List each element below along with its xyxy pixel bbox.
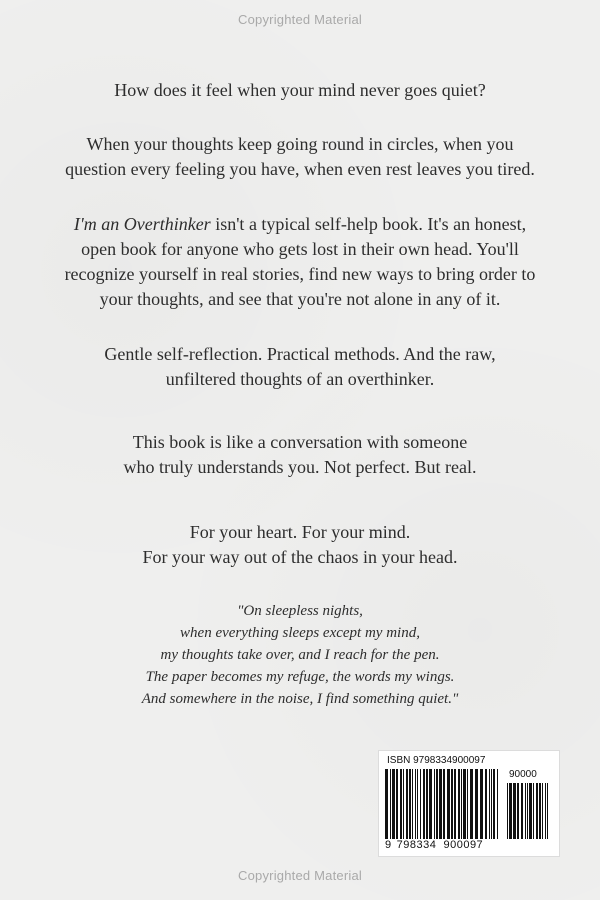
text-line bbox=[60, 212, 540, 237]
blurb-paragraph-6 bbox=[60, 520, 540, 570]
text-line: recognize yourself in real stories, find new ways to bring order to bbox=[64, 264, 536, 284]
quote-line: when everything sleeps except my mind, bbox=[180, 625, 420, 641]
digit-group-1: 798334 bbox=[396, 839, 437, 851]
text-line: How does it feel when your mind never goes quiet? bbox=[114, 80, 486, 100]
barcode-digits bbox=[385, 839, 483, 851]
quote-line: And somewhere in the noise, I find something quiet." bbox=[141, 691, 459, 707]
book-title-italic: I'm an Overthinker bbox=[73, 214, 211, 234]
addon-barcode-bars-icon bbox=[507, 783, 551, 839]
quote-line: my thoughts take over, and I reach for the pen. bbox=[160, 647, 440, 663]
text-line: Gentle self-reflection. Practical methods. And the raw, bbox=[104, 344, 496, 364]
price-code: 90000 bbox=[509, 769, 537, 780]
blurb-paragraph-4 bbox=[60, 342, 540, 392]
author-quote bbox=[60, 600, 540, 710]
quote-line: "On sleepless nights, bbox=[237, 603, 363, 619]
blurb-paragraph-3 bbox=[60, 212, 540, 312]
text-fragment: isn't a typical self-help book. It's an honest, bbox=[210, 214, 527, 234]
digit-group-2: 900097 bbox=[443, 839, 484, 851]
quote-line: The paper becomes my refuge, the words my wings. bbox=[145, 669, 455, 685]
blurb-paragraph-2 bbox=[60, 132, 540, 182]
blurb-paragraph-1 bbox=[60, 78, 540, 103]
isbn-barcode bbox=[378, 750, 560, 857]
text-line: your thoughts, and see that you're not alone in any of it. bbox=[99, 289, 501, 309]
text-line: who truly understands you. Not perfect. But real. bbox=[123, 457, 477, 477]
text-line: When your thoughts keep going round in circles, when you bbox=[86, 134, 514, 154]
text-line: question every feeling you have, when even rest leaves you tired. bbox=[65, 159, 535, 179]
text-line: For your way out of the chaos in your head. bbox=[142, 547, 458, 567]
text-line: open book for anyone who gets lost in their own head. You'll bbox=[81, 239, 519, 259]
watermark-top: Copyrighted Material bbox=[238, 12, 362, 27]
blurb-paragraph-5 bbox=[60, 430, 540, 480]
watermark-bottom: Copyrighted Material bbox=[238, 868, 362, 883]
text-line: unfiltered thoughts of an overthinker. bbox=[165, 369, 435, 389]
digit-first: 9 bbox=[385, 839, 392, 851]
barcode-bars-icon bbox=[385, 769, 501, 839]
text-line: For your heart. For your mind. bbox=[189, 522, 411, 542]
isbn-label: ISBN 9798334900097 bbox=[387, 755, 486, 766]
text-line: This book is like a conversation with someone bbox=[132, 432, 468, 452]
